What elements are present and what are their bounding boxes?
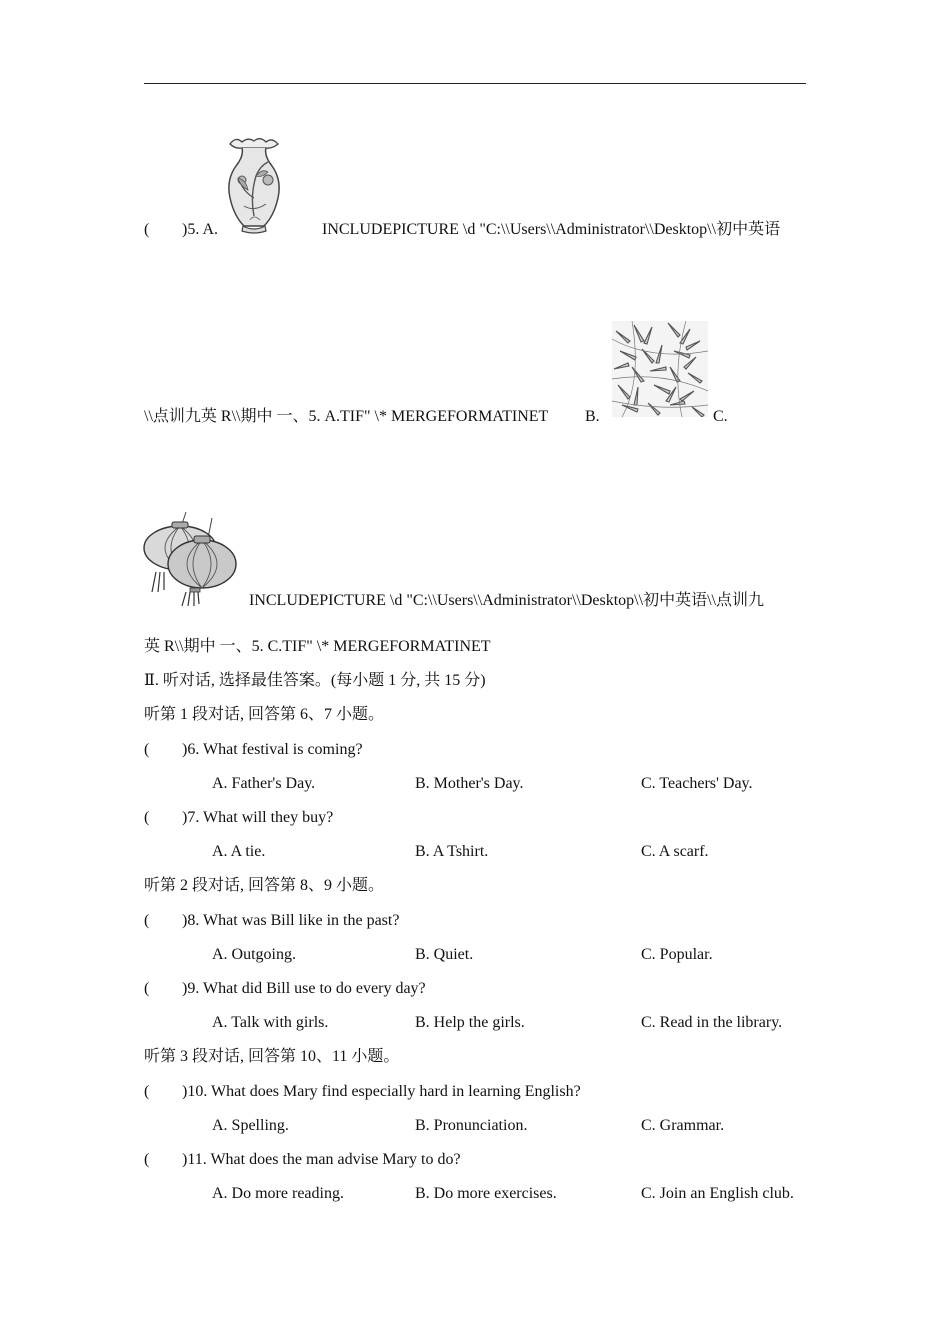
answer-blank[interactable]: ( [144,912,150,929]
question-text: )8. What was Bill like in the past? [182,912,400,929]
option-b: B. A Tshirt. [415,843,489,860]
vase-picture [224,136,284,234]
option-a: A. A tie. [212,843,266,860]
field-code-a-text: \\点训九英 R\\期中 一、5. A.TIF" \* MERGEFORMATINET [144,408,549,425]
dialogue-intro-1: 听第 1 段对话, 回答第 6、7 小题。 [144,706,385,723]
field-code-c-line1: INCLUDEPICTURE \d "C:\\Users\\Administrator\\Desktop\\初中英语\\点训九 [249,592,764,609]
lanterns-picture [142,510,238,606]
question-9 [144,979,426,999]
option-b: B. Pronunciation. [415,1117,528,1134]
answer-blank[interactable]: ( [144,1083,150,1100]
option-c: C. Popular. [641,946,713,963]
question-text: )7. What will they buy? [182,809,334,826]
question-11 [144,1150,461,1170]
option-a: A. Do more reading. [212,1185,344,1202]
option-a: A. Talk with girls. [212,1014,329,1031]
question-10 [144,1082,581,1102]
q5-stem [144,220,218,240]
question-7 [144,808,333,828]
q5-label: )5. A. [182,221,218,238]
option-a: A. Outgoing. [212,946,296,963]
field-code-c-line2: 英 R\\期中 一、5. C.TIF" \* MERGEFORMATINET [144,638,491,655]
answer-blank[interactable]: ( [144,809,150,826]
header-rule [144,83,806,84]
question-8 [144,911,399,931]
option-c: C. Read in the library. [641,1014,783,1031]
dialogue-intro-3: 听第 3 段对话, 回答第 10、11 小题。 [144,1048,400,1065]
option-c: C. Teachers' Day. [641,775,753,792]
option-c: C. Join an English club. [641,1185,794,1202]
answer-blank[interactable]: ( [144,980,150,997]
option-a: A. Spelling. [212,1117,289,1134]
answer-blank[interactable]: ( [144,1151,150,1168]
option-b: B. Mother's Day. [415,775,524,792]
option-b: B. Help the girls. [415,1014,525,1031]
question-text: )9. What did Bill use to do every day? [182,980,426,997]
option-c: C. A scarf. [641,843,709,860]
option-c-label: C. [713,408,728,425]
section-heading: Ⅱ. 听对话, 选择最佳答案。(每小题 1 分, 共 15 分) [144,672,486,689]
bamboo-leaves-picture [612,321,708,417]
dialogue-intro-2: 听第 2 段对话, 回答第 8、9 小题。 [144,877,385,894]
question-text: )6. What festival is coming? [182,741,363,758]
question-6 [144,740,363,760]
option-b: B. Do more exercises. [415,1185,557,1202]
field-code-a-line1: INCLUDEPICTURE \d "C:\\Users\\Administrator\\Desktop\\初中英语 [322,221,781,238]
option-b-label: B. [585,408,600,425]
field-code-a-line2 [144,407,548,427]
question-text: )10. What does Mary find especially hard in learning English? [182,1083,581,1100]
option-a: A. Father's Day. [212,775,316,792]
answer-blank[interactable]: ( [144,741,150,758]
answer-blank[interactable]: ( [144,221,150,238]
option-b: B. Quiet. [415,946,474,963]
option-c: C. Grammar. [641,1117,725,1134]
question-text: )11. What does the man advise Mary to do? [182,1151,461,1168]
